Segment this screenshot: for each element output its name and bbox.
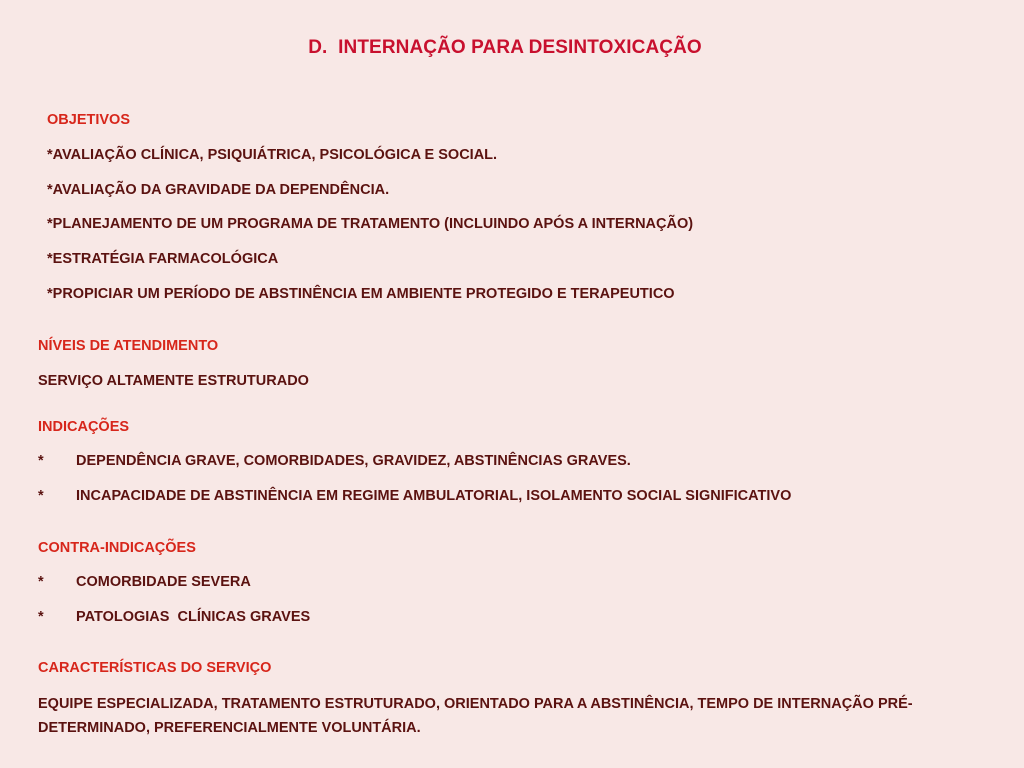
indicacoes-item-text: INCAPACIDADE DE ABSTINÊNCIA EM REGIME AMBULATORIAL, ISOLAMENTO SOCIAL SIGNIFICATIVO [76, 488, 792, 504]
bullet-mark: * [38, 609, 44, 625]
bullet-mark: * [38, 453, 44, 469]
bullet-mark: * [38, 488, 44, 504]
contra-indicacoes-heading: CONTRA-INDICAÇÕES [38, 540, 196, 556]
bullet-mark: * [38, 574, 44, 590]
indicacoes-item-text: DEPENDÊNCIA GRAVE, COMORBIDADES, GRAVIDEZ, ABSTINÊNCIAS GRAVES. [76, 453, 631, 469]
objetivos-heading: OBJETIVOS [47, 112, 130, 128]
niveis-heading: NÍVEIS DE ATENDIMENTO [38, 338, 219, 354]
objetivos-item: *AVALIAÇÃO DA GRAVIDADE DA DEPENDÊNCIA. [47, 182, 390, 198]
objetivos-item: *PLANEJAMENTO DE UM PROGRAMA DE TRATAMENTO (INCLUINDO APÓS A INTERNAÇÃO) [47, 216, 694, 232]
objetivos-item: *PROPICIAR UM PERÍODO DE ABSTINÊNCIA EM AMBIENTE PROTEGIDO E TERAPEUTICO [47, 286, 675, 302]
caracteristicas-heading: CARACTERÍSTICAS DO SERVIÇO [38, 660, 272, 676]
indicacoes-heading: INDICAÇÕES [38, 419, 130, 435]
niveis-text: SERVIÇO ALTAMENTE ESTRUTURADO [38, 373, 309, 389]
objetivos-item: *AVALIAÇÃO CLÍNICA, PSIQUIÁTRICA, PSICOLÓGICA E SOCIAL. [47, 147, 498, 163]
contra-indicacoes-item [38, 608, 538, 626]
indicacoes-item [38, 452, 938, 470]
indicacoes-item [38, 487, 958, 505]
caracteristicas-text: EQUIPE ESPECIALIZADA, TRATAMENTO ESTRUTURADO, ORIENTADO PARA A ABSTINÊNCIA, TEMPO DE INTERNAÇÃO PRÉ-DETERMINADO, PREFERENCIALMENTE VOLUNTÁRIA. [38, 696, 913, 736]
contra-indicacoes-item-text: COMORBIDADE SEVERA [76, 574, 251, 590]
slide-title: D. INTERNAÇÃO PARA DESINTOXICAÇÃO [308, 37, 702, 58]
objetivos-item: *ESTRATÉGIA FARMACOLÓGICA [47, 251, 279, 267]
contra-indicacoes-item-text: PATOLOGIAS CLÍNICAS GRAVES [76, 609, 311, 625]
contra-indicacoes-item [38, 573, 538, 591]
